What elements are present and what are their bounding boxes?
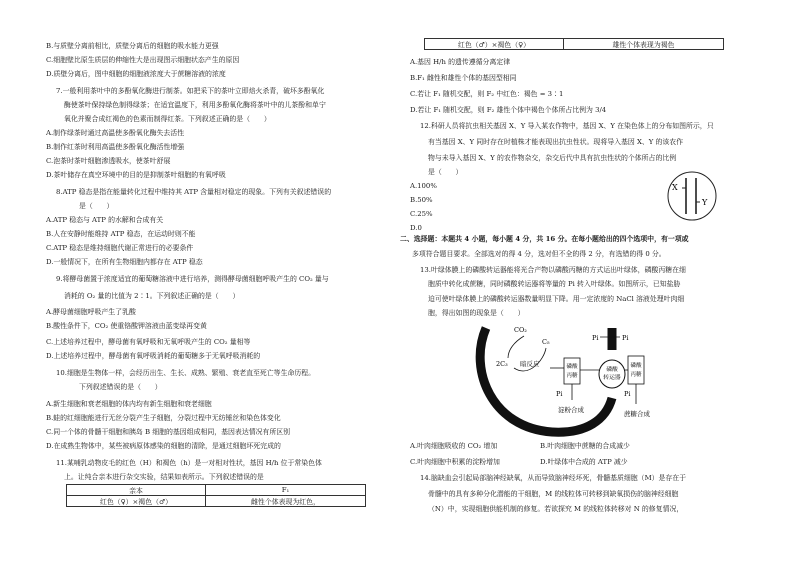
- text-line: D.质壁分离后，图中细胞的细胞液浓度大于蔗糖溶液的浓度: [46, 70, 226, 78]
- chromosome-figure: [664, 170, 720, 222]
- table-cell: 红色（♀）×褐色（♂）: [67, 496, 206, 507]
- text-line: （N）中，实现细胞供能机制的修复。若欲探究 M 的线粒体转移对 N 的修复情况，: [428, 505, 684, 513]
- cycle-arrow-a: [508, 336, 524, 358]
- pi-label: Pi: [592, 334, 599, 342]
- text-line: B.F₁ 雌性和雄性个体的基因型相同: [410, 74, 517, 82]
- text-line: 酶使茶叶保持绿色制得绿茶；在适宜温度下，利用多酚氧化酶将茶叶中的儿茶酚和单宁: [64, 101, 326, 109]
- text-line: 8.ATP 稳态是指在能量转化过程中维持其 ATP 含量相对稳定的现象。下列有关叙述错误的: [56, 188, 332, 196]
- tp-outer-1: 磷酸: [630, 363, 642, 369]
- text-line: D.0: [410, 224, 422, 232]
- text-line: A.ATP 稳态与 ATP 的水解和合成有关: [46, 216, 164, 224]
- table-header-parents: 亲本: [67, 485, 206, 496]
- text-line: A.基因 H/h 的遗传遵循分离定律: [410, 58, 511, 66]
- text-line: 迫可使叶绿体膜上的磷酸转运器数量明显下降。用一定浓度的 NaCl 溶液处理叶肉细: [428, 295, 685, 303]
- text-line: A.制作绿茶时通过高温使多酚氧化酶失去活性: [46, 129, 185, 137]
- co2-label: CO₂: [514, 326, 527, 334]
- triose-phosphate-outer: [628, 356, 644, 384]
- text-line: C.泡茶时茶叶细胞渗透吸水，使茶叶舒展: [46, 157, 171, 165]
- text-line: A.新生细胞和衰老细胞的体内均有新生细胞和衰老细胞: [46, 400, 212, 408]
- text-line: 10.细胞是生物体一样，会经历出生、生长、成熟、繁殖、衰老直至死亡等生命历程。: [56, 369, 316, 377]
- text-line: C.ATP 稳态是维持细胞代谢正常进行的必要条件: [46, 244, 194, 252]
- text-line: 9.将酵母菌置于浓度适宜的葡萄糖溶液中进行培养，测得酵母菌细胞呼吸产生的 CO₂ 量与: [56, 275, 329, 283]
- c3-label: 2C₃: [496, 360, 508, 368]
- text-line: D.茶叶储存在真空环境中的目的是抑制茶叶细胞的有氧呼吸: [46, 171, 226, 179]
- text-line: 消耗的 O₂ 量的比值为 2∶1。下列叙述正确的是（ ）: [64, 292, 240, 300]
- transporter-label-1: 磷酸: [606, 367, 618, 373]
- triose-phosphate-inner: [564, 358, 580, 384]
- text-line: B.叶肉细胞中蔗糖的合成减少: [540, 442, 630, 450]
- text-line: D.叶绿体中合成的 ATP 减少: [540, 458, 628, 466]
- pi-label: Pi: [556, 390, 563, 398]
- pi-label: Pi: [622, 334, 629, 342]
- text-line: 二、选择题：本题共 4 小题，每小题 4 分，共 16 分。在每小题给出的四个选项中，有一项或: [400, 235, 689, 243]
- pi-label: Pi: [624, 390, 631, 398]
- text-line: C.若让 F₁ 随机交配，则 F₂ 中红色：褐色 = 3∶1: [410, 90, 564, 98]
- text-line: B.人在安静时能维持 ATP 稳态，在运动时则不能: [46, 230, 196, 238]
- text-line: 骨髓中的具有多种分化潜能的干细胞，M 的线粒体可转移到缺氧损伤的脑神经细胞: [428, 490, 679, 498]
- text-line: 有当基因 X、Y 同时存在时植株才能表现出抗虫性状。现将导入基因 X、Y 的该农作: [428, 138, 684, 146]
- cell-outline: [668, 172, 716, 220]
- gene-x-label: X: [672, 183, 678, 192]
- text-line: 氧化并聚合成红褐色的色素而制得红茶。下列叙述正确的是（ ）: [64, 115, 271, 123]
- text-line: D.上述培养过程中，酵母菌有氧呼吸消耗的葡萄糖多于无氧呼吸消耗的: [46, 352, 261, 360]
- text-line: C.细胞壁比原生质层的伸缩性大是出现图示细胞状态产生的原因: [46, 56, 240, 64]
- phosphate-transporter: [599, 360, 625, 388]
- text-line: D.一般情况下，在所有生物细胞内都存在 ATP 稳态: [46, 258, 203, 266]
- table-cell: 雄性个体表现为褐色: [564, 39, 724, 50]
- text-line: 多项符合题目要求。全部选对的得 4 分，选对但不全的得 2 分，有选错的得 0 分。: [412, 250, 666, 258]
- table-header-f1: F₁: [206, 485, 366, 496]
- tp-inner-1: 磷酸: [566, 364, 578, 370]
- sucrose-label: 蔗糖合成: [624, 410, 650, 418]
- text-line: 13.叶绿体膜上的磷酸转运器能将光合产物以磷酸丙糖的方式运出叶绿体，磷酸丙糖在细: [420, 266, 686, 274]
- text-line: C.同一个体的骨髓干细胞和胰岛 B 细胞的基因组成相同，基因表达情况有所区别: [46, 428, 291, 436]
- tp-inner-2: 丙糖: [566, 373, 578, 379]
- tp-outer-2: 丙糖: [630, 372, 642, 378]
- table-cell: 红色（♂）×褐色（♀）: [425, 39, 564, 50]
- text-line: A.叶肉细胞吸收的 CO₂ 增加: [410, 442, 498, 450]
- text-line: 是（ ）: [79, 202, 114, 210]
- text-line: B.50%: [410, 196, 433, 204]
- text-line: 12.科研人员将抗虫相关基因 X、Y 导入某农作物中，基因 X、Y 在染色体上的分布如图所示，只: [420, 122, 714, 130]
- text-line: B.与质壁分离前相比，质壁分离后的细胞的吸水能力更强: [46, 42, 219, 50]
- text-line: B.蛙的红细胞能进行无丝分裂产生子细胞，分裂过程中无纺锤丝和染色体变化: [46, 414, 281, 422]
- text-line: C.25%: [410, 210, 433, 218]
- text-line: 胞质中转化成蔗糖，同时磷酸转运器将等量的 Pi 转入叶绿体。如图所示，已知盐胁: [428, 280, 681, 288]
- c5-label: C₅: [542, 338, 550, 346]
- transporter-label-2: 转运器: [603, 375, 621, 381]
- text-line: C.叶肉细胞中积累的淀粉增加: [410, 458, 500, 466]
- text-line: A.酵母菌细胞呼吸产生了乳酸: [46, 308, 136, 316]
- text-line: 是（ ）: [428, 168, 463, 176]
- text-line: D.若让 F₁ 随机交配，则 F₂ 雄性个体中褐色个体所占比例为 3/4: [410, 106, 607, 114]
- text-line: A.100%: [410, 182, 437, 190]
- table-cell: 雌性个体表现为红色，: [206, 496, 366, 507]
- gene-y-label: Y: [702, 198, 708, 207]
- genetics-table-right: [424, 38, 724, 50]
- text-line: 7.一般利用茶叶中的多酚氧化酶进行制茶。如把采下的茶叶立即焙火杀青，破坏多酚氧化: [56, 87, 325, 95]
- text-line: B.制作红茶时利用高温使多酚氧化酶活性增强: [46, 143, 185, 151]
- dark-reaction-label: 暗反应: [520, 360, 540, 368]
- text-line: B.酸性条件下，CO₂ 使重铬酸钾溶液由蓝变绿再变黄: [46, 322, 207, 330]
- starch-label: 淀粉合成: [558, 406, 584, 414]
- chloroplast-diagram: [474, 320, 688, 438]
- genetics-table-left: [66, 484, 366, 507]
- text-line: 物与未导入基因 X、Y 的农作物杂交，杂交后代中具有抗虫性状的个体所占的比例: [428, 154, 677, 162]
- text-line: 上。让纯合亲本进行杂交实验，结果如表所示。下列叙述错误的是: [64, 473, 264, 481]
- text-line: 胞，得出如图的现象是（ ）: [428, 309, 525, 317]
- text-line: 下列叙述错误的是（ ）: [79, 383, 162, 391]
- text-line: 14.脑缺血会引起局部脑神经缺氧，从而导致脑神经坏死，骨髓基质细胞（M）是存在于: [420, 474, 687, 482]
- text-line: C.上述培养过程中，酵母菌有氧呼吸和无氧呼吸产生的 CO₂ 量相等: [46, 338, 251, 346]
- text-line: 11.某哺乳动物皮毛的红色（H）和褐色（h）是一对相对性状，基因 H/h 位于常染色体: [56, 459, 322, 467]
- text-line: D.在成熟生物体中，某些被病原体感染的细胞的清除，是通过细胞坏死完成的: [46, 442, 281, 450]
